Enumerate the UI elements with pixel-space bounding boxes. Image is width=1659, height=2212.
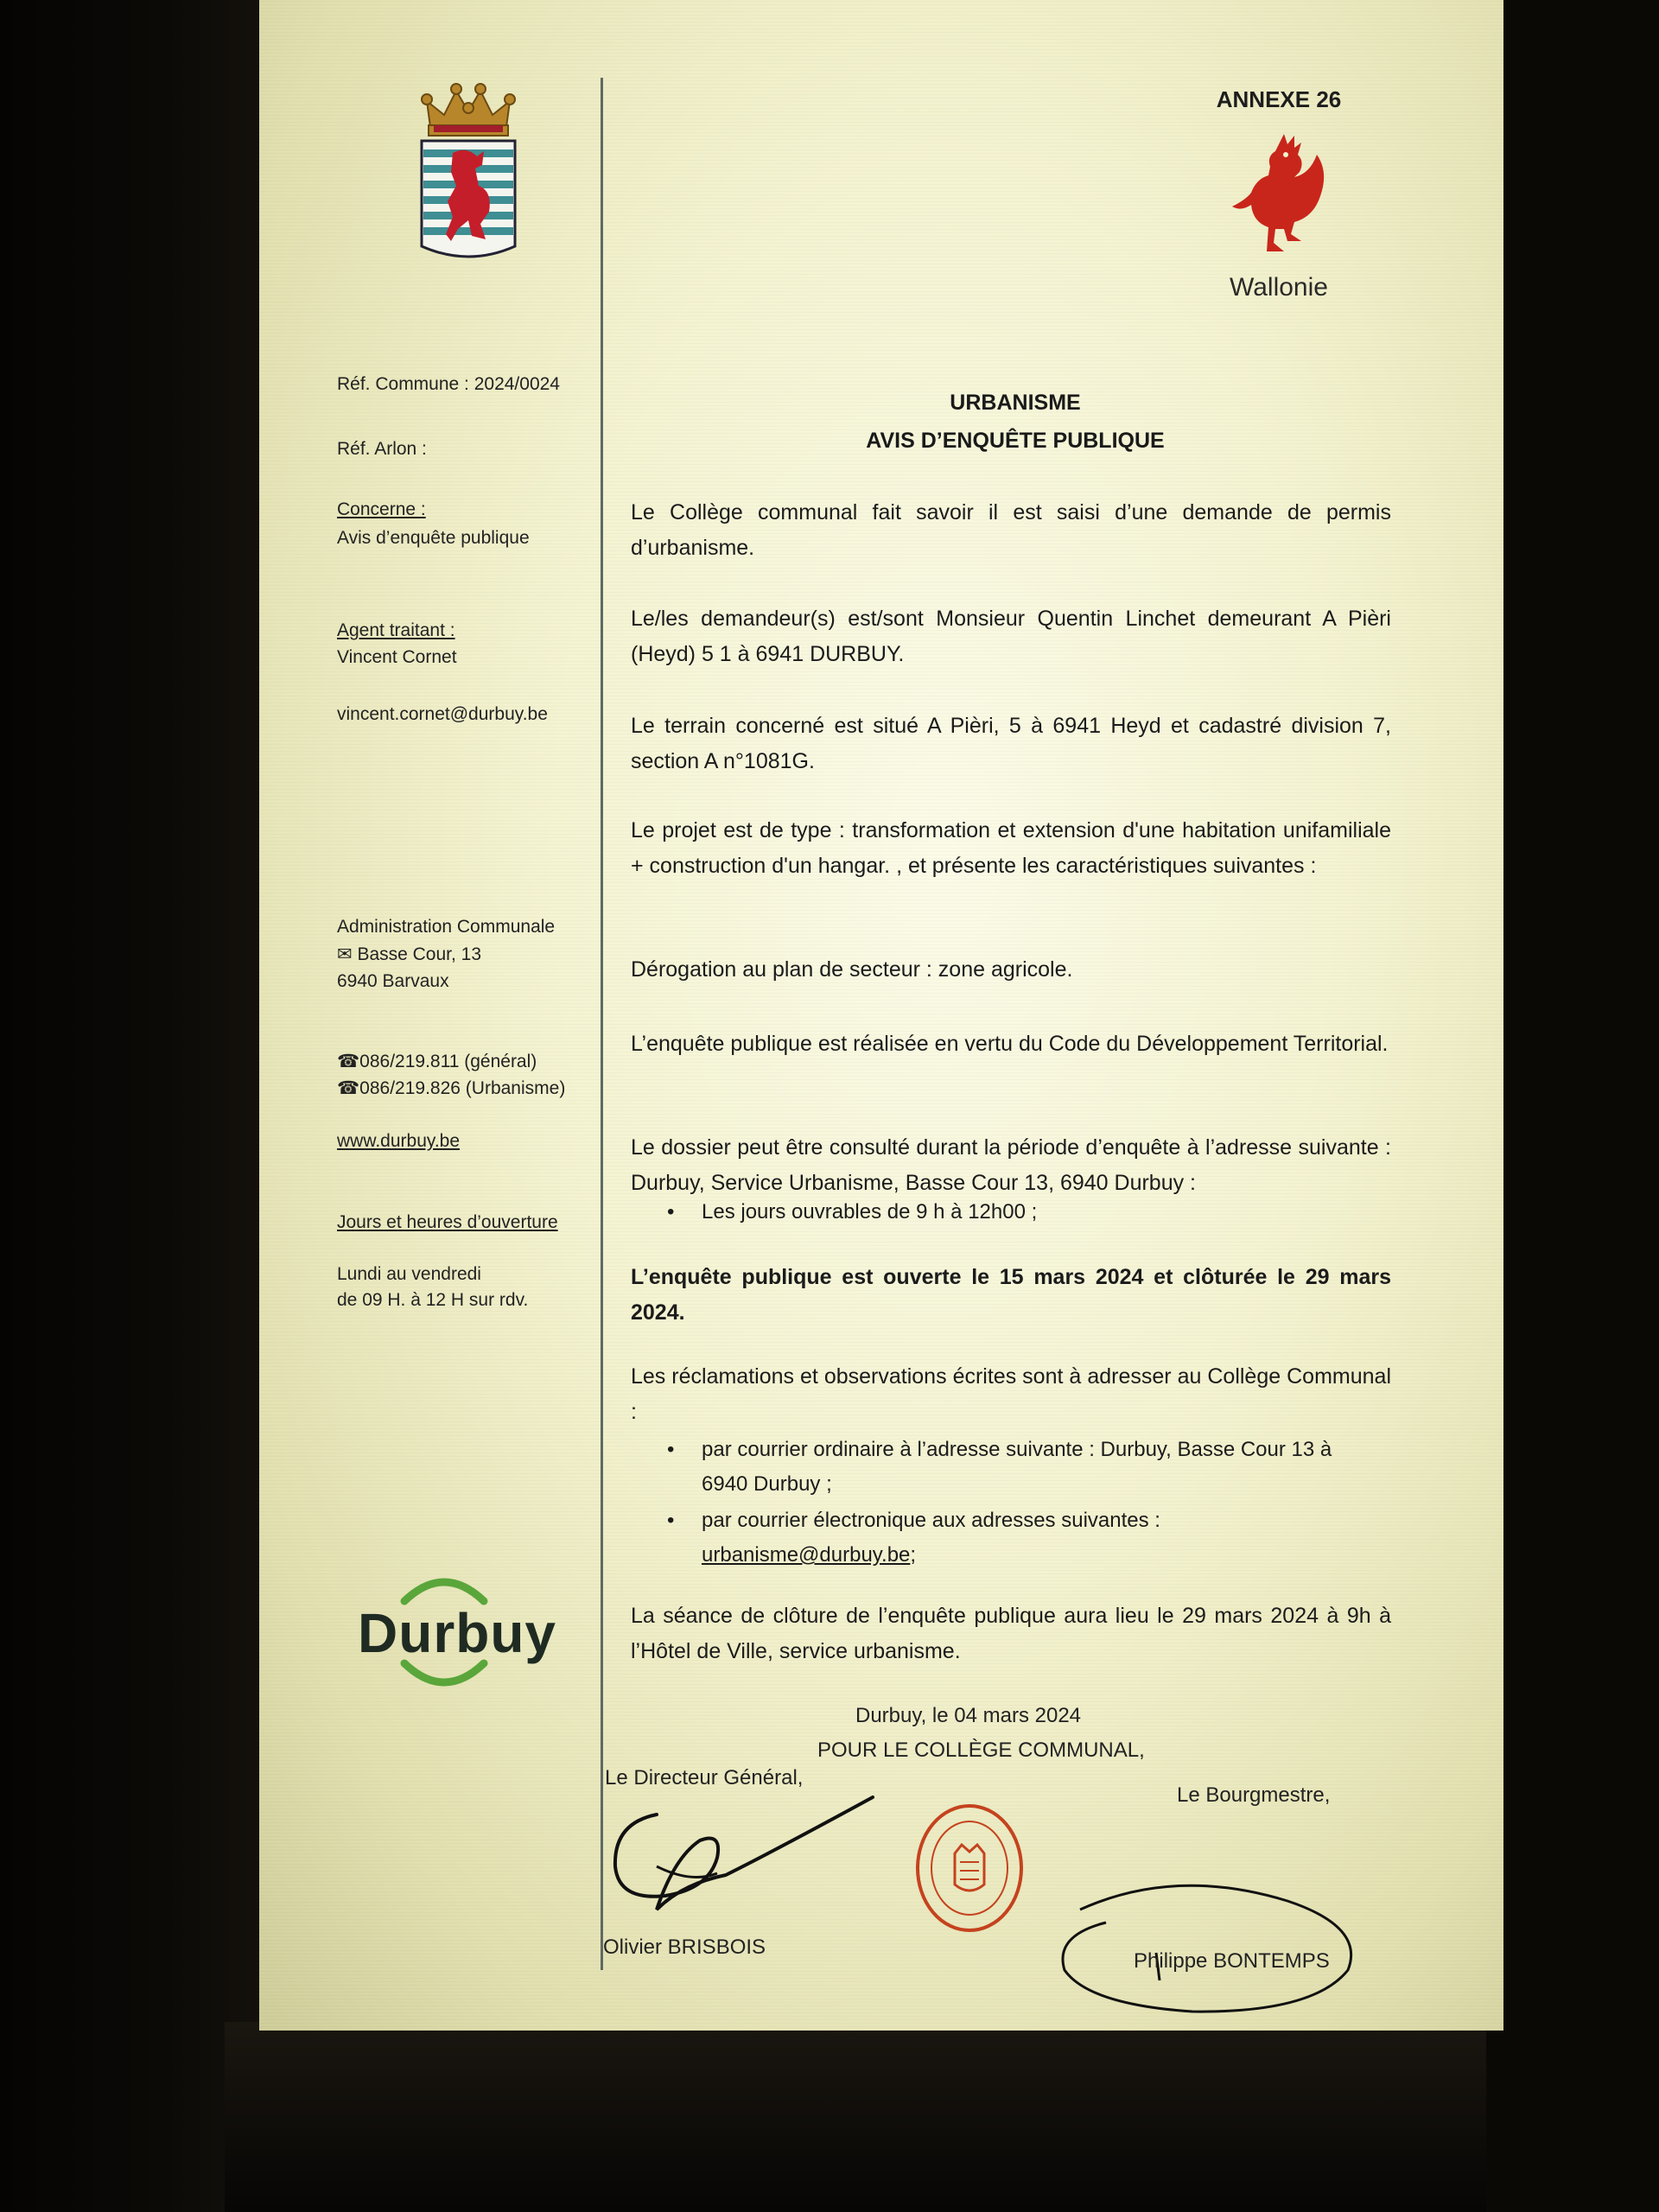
- paragraph-terrain: Le terrain concerné est situé A Pièri, 5 à 6941 Heyd et cadastré division 7, section A n°1081G.: [631, 714, 1391, 773]
- bullet-electronique-text: par courrier électronique aux adresses suivantes :: [702, 1509, 1160, 1532]
- phone-urbanisme-line: [337, 1076, 565, 1101]
- phone-urbanisme: 086/219.826 (Urbanisme): [359, 1078, 566, 1098]
- paragraph-demandeur: Le/les demandeur(s) est/sont Monsieur Quentin Linchet demeurant A Pièri (Heyd) 5 1 à 6941 DURBUY.: [631, 607, 1391, 666]
- hours-label: Jours et heures d’ouverture: [337, 1212, 558, 1232]
- phone-general-line: [337, 1049, 537, 1074]
- paragraph-reclamations: Les réclamations et observations écrites sont à adresser au Collège Communal :: [631, 1364, 1391, 1424]
- paragraph-cloture: La séance de clôture de l’enquête publique aura lieu le 29 mars 2024 à 9h à l’Hôtel de Ville, service urbanisme.: [631, 1604, 1391, 1663]
- rooster-icon: [1227, 132, 1331, 262]
- phone-icon: ☎: [337, 1052, 360, 1071]
- bullet-courrier: [667, 1433, 1367, 1502]
- paragraph-enquete-dates: L’enquête publique est ouverte le 15 mars 2024 et clôturée le 29 mars 2024.: [631, 1265, 1391, 1325]
- admin-name: Administration Communale: [337, 917, 556, 937]
- ref-commune: Réf. Commune : 2024/0024: [337, 374, 560, 394]
- agent-email[interactable]: vincent.cornet@durbuy.be: [337, 704, 548, 724]
- directeur-title: Le Directeur Général,: [605, 1766, 804, 1789]
- bullet-electronique: [667, 1503, 1367, 1573]
- column-divider: [601, 78, 603, 1970]
- display-frame-bottom: [225, 2022, 1486, 2212]
- commune-stamp: [912, 1802, 1028, 1936]
- hours-line1: Lundi au vendredi: [337, 1264, 481, 1284]
- phone-general: 086/219.811 (général): [359, 1052, 537, 1071]
- date-line: Durbuy, le 04 mars 2024: [855, 1704, 1082, 1727]
- hours-line2: de 09 H. à 12 H sur rdv.: [337, 1290, 529, 1310]
- directeur-name: Olivier BRISBOIS: [603, 1936, 766, 1959]
- bullet-jours-text: Les jours ouvrables de 9 h à 12h00 ;: [702, 1200, 1038, 1224]
- bullet-dot: •: [667, 1509, 675, 1532]
- admin-street-line: [337, 942, 481, 967]
- paragraph-demande: Le Collège communal fait savoir il est saisi d’une demande de permis d’urbanisme.: [631, 500, 1391, 560]
- phone-icon: ☎: [337, 1078, 360, 1098]
- notice-document: [259, 0, 1503, 2031]
- coat-of-arms-icon: [415, 82, 523, 272]
- display-frame-left: [0, 0, 276, 2212]
- title-avis: AVIS D’ENQUÊTE PUBLIQUE: [866, 429, 1165, 453]
- directeur-signature: [605, 1789, 881, 1927]
- paragraph-code: L’enquête publique est réalisée en vertu du Code du Développement Territorial.: [631, 1032, 1389, 1056]
- college-line: POUR LE COLLÈGE COMMUNAL,: [817, 1738, 1145, 1762]
- paragraph-dossier: Le dossier peut être consulté durant la période d’enquête à l’adresse suivante : Durbuy, Service Urbanisme, Basse Cour 13, 6940 Durbuy :: [631, 1135, 1391, 1195]
- agent-label: Agent traitant :: [337, 620, 455, 640]
- admin-street: Basse Cour, 13: [357, 944, 482, 964]
- agent-value: Vincent Cornet: [337, 647, 457, 667]
- wallonie-label: Wallonie: [1230, 273, 1328, 302]
- mail-icon: ✉: [337, 944, 358, 964]
- urbanisme-email-link[interactable]: urbanisme@durbuy.be: [702, 1543, 911, 1567]
- bullet-dot: •: [667, 1200, 675, 1224]
- annexe-label: ANNEXE 26: [1216, 86, 1342, 112]
- durbuy-wordmark: Durbuy: [358, 1602, 556, 1664]
- title-urbanisme: URBANISME: [950, 391, 1081, 415]
- bourgmestre-name: Philippe BONTEMPS: [1134, 1949, 1330, 1973]
- admin-city: 6940 Barvaux: [337, 971, 449, 991]
- header-right: [1175, 86, 1382, 302]
- ref-arlon: Réf. Arlon :: [337, 439, 427, 459]
- paragraph-derogation: Dérogation au plan de secteur : zone agricole.: [631, 957, 1073, 982]
- paragraph-projet: Le projet est de type : transformation et extension d'une habitation unifamiliale + construction d'un hangar. , et présente les caractéristiques suivantes :: [631, 818, 1391, 878]
- website-link[interactable]: www.durbuy.be: [337, 1131, 461, 1151]
- bourgmestre-title: Le Bourgmestre,: [1177, 1783, 1331, 1807]
- bullet-end: ;: [910, 1543, 917, 1567]
- bullet-dot: •: [667, 1438, 675, 1461]
- bullet-jours: [667, 1195, 1376, 1230]
- bullet-courrier-text: par courrier ordinaire à l’adresse suivante : Durbuy, Basse Cour 13 à 6940 Durbuy ;: [702, 1438, 1332, 1496]
- durbuy-logo: [358, 1568, 556, 1689]
- concerne-value: Avis d’enquête publique: [337, 528, 530, 548]
- concerne-label: Concerne :: [337, 499, 426, 519]
